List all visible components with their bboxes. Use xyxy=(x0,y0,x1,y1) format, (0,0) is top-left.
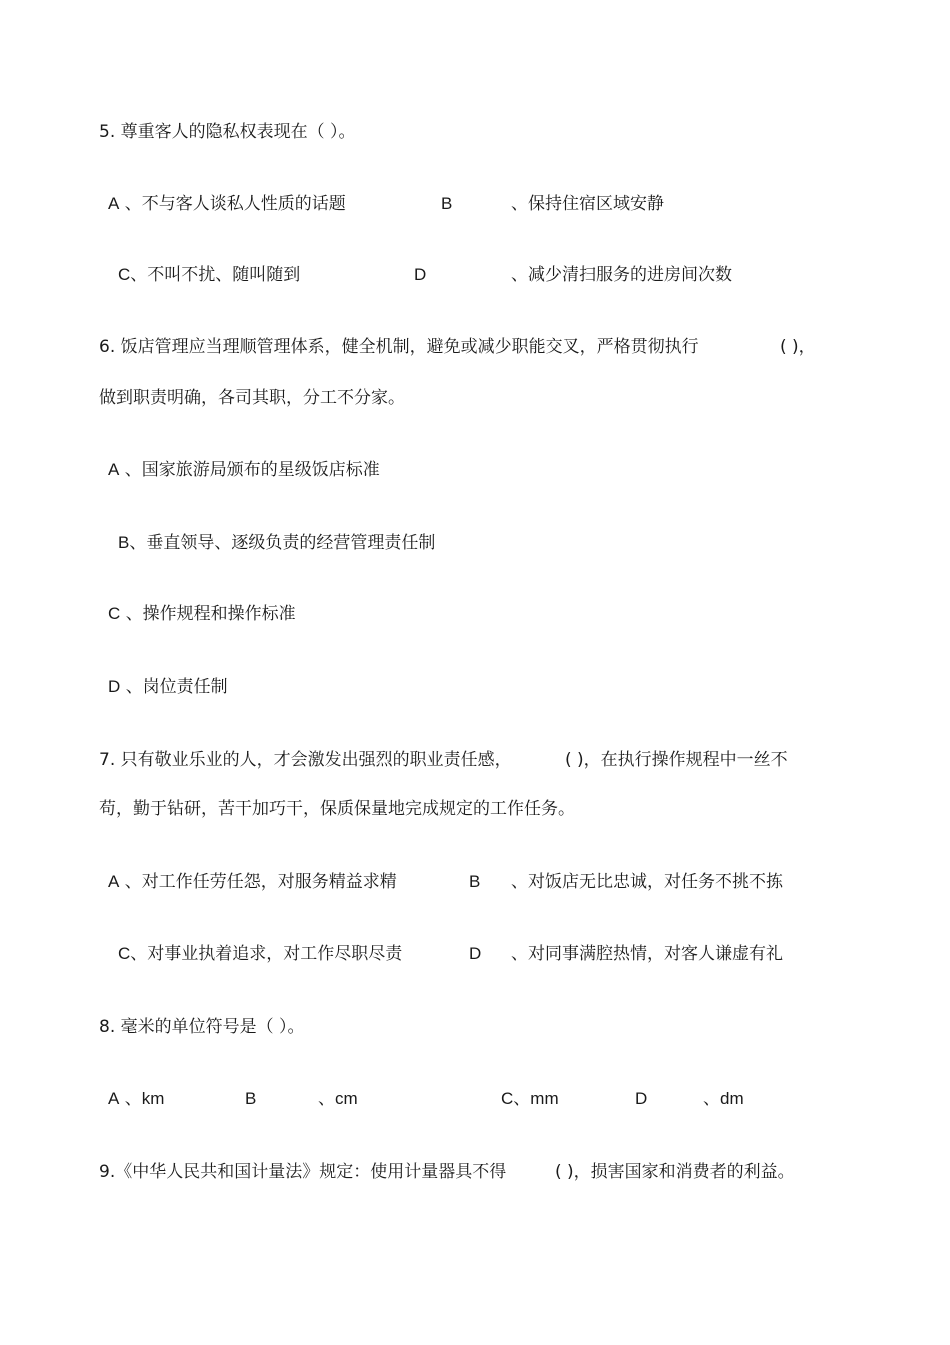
q8-option-b-text: 、cm xyxy=(318,1089,358,1108)
q5-option-d-text: 、减少清扫服务的进房间次数 xyxy=(511,265,732,285)
question-9-stem-b: ( )，损害国家和消费者的利益。 xyxy=(555,1162,795,1182)
q6-option-b xyxy=(118,533,435,553)
option-text: 、km xyxy=(124,1089,165,1108)
option-letter: D xyxy=(108,677,121,696)
q8-option-d-text: 、dm xyxy=(703,1089,744,1108)
q8-option-b-letter: B xyxy=(245,1089,257,1108)
option-letter: C xyxy=(108,604,121,623)
option-letter: C xyxy=(501,1089,514,1108)
option-text: 、对工作任劳任怨，对服务精益求精 xyxy=(124,872,397,892)
q7-option-d-letter: D xyxy=(469,944,482,963)
option-letter: A xyxy=(108,460,120,479)
option-letter: A xyxy=(108,1089,120,1108)
q6-option-c xyxy=(108,604,296,624)
question-5-stem: 5. 尊重客人的隐私权表现在（ ）。 xyxy=(99,122,356,142)
option-text: 、不叫不扰、随叫随到 xyxy=(130,265,301,285)
question-9-stem-a: 9.《中华人民共和国计量法》规定：使用计量器具不得 xyxy=(99,1162,507,1182)
question-8-stem: 8. 毫米的单位符号是（ ）。 xyxy=(99,1017,305,1037)
option-text: 、操作规程和操作标准 xyxy=(125,604,296,624)
q8-option-d-letter: D xyxy=(635,1089,648,1108)
q7-option-b-letter: B xyxy=(469,872,481,891)
q7-option-b-text: 、对饭店无比忠诚，对任务不挑不拣 xyxy=(511,872,783,892)
q5-option-d-letter: D xyxy=(414,265,427,284)
option-letter: A xyxy=(108,872,120,891)
question-7-stem-line1a: 7. 只有敬业乐业的人，才会激发出强烈的职业责任感， xyxy=(99,750,512,770)
option-letter: A xyxy=(108,194,120,213)
option-text: 、mm xyxy=(513,1089,559,1108)
option-letter: C xyxy=(118,265,131,284)
q5-option-b-text: 、保持住宿区域安静 xyxy=(511,194,664,214)
option-letter: C xyxy=(118,944,131,963)
option-text: 、国家旅游局颁布的星级饭店标准 xyxy=(124,460,380,480)
q6-option-d xyxy=(108,677,228,697)
q8-option-c xyxy=(501,1089,559,1109)
option-letter: B xyxy=(118,533,130,552)
q7-option-a xyxy=(108,872,397,892)
option-text: 、岗位责任制 xyxy=(125,677,228,697)
q6-option-a xyxy=(108,460,380,480)
q8-option-a xyxy=(108,1089,164,1109)
q5-option-c xyxy=(118,265,300,285)
q7-option-c xyxy=(118,944,402,964)
question-6-stem-line2: 做到职责明确，各司其职，分工不分家。 xyxy=(99,388,405,408)
q7-option-d-text: 、对同事满腔热情，对客人谦虚有礼 xyxy=(511,944,783,964)
option-text: 、不与客人谈私人性质的话题 xyxy=(124,194,346,214)
q5-option-b-letter: B xyxy=(441,194,453,213)
q5-option-a xyxy=(108,194,346,214)
option-text: 、垂直领导、逐级负责的经营管理责任制 xyxy=(129,533,436,553)
question-6-stem-line1: 6. 饭店管理应当理顺管理体系，健全机制，避免或减少职能交叉，严格贯彻执行 xyxy=(99,337,699,357)
question-6-answer-paren: ( )， xyxy=(780,337,816,357)
question-7-stem-line2: 苟，勤于钻研，苦干加巧干，保质保量地完成规定的工作任务。 xyxy=(99,799,575,819)
question-7-stem-line1b: ( )，在执行操作规程中一丝不 xyxy=(565,750,788,770)
option-text: 、对事业执着追求，对工作尽职尽责 xyxy=(130,944,403,964)
